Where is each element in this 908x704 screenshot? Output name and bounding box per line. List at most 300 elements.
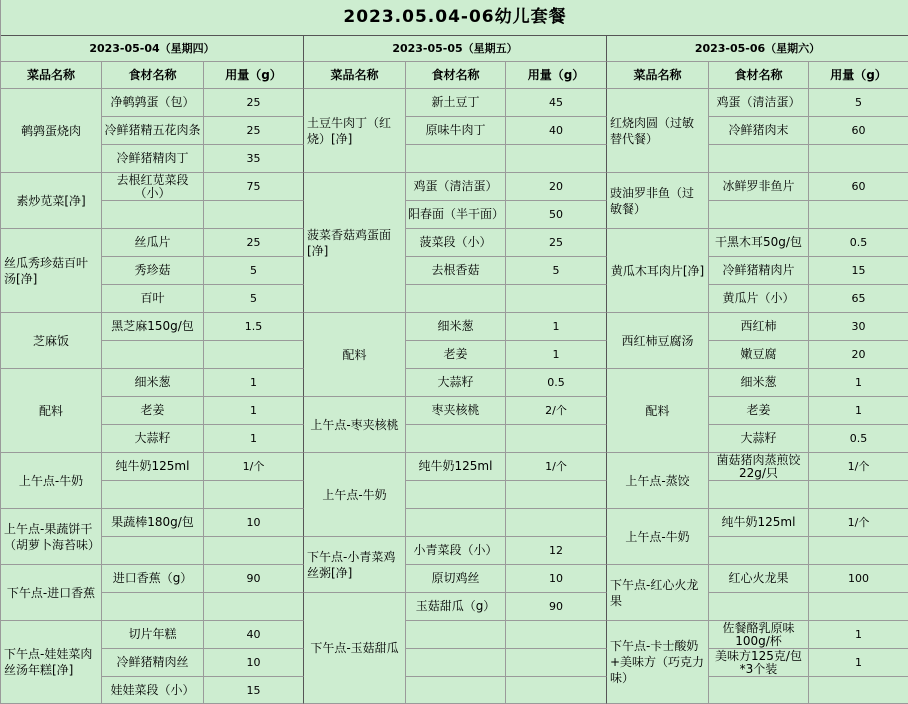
dish-name-cell xyxy=(304,397,406,453)
amount-cell xyxy=(204,369,304,397)
ingredient-cell xyxy=(102,677,204,704)
ingredient-cell xyxy=(709,481,809,509)
dish-name: 配料 xyxy=(645,403,670,418)
amount: 1 xyxy=(855,628,862,641)
ingredient: 冰鲜罗非鱼片 xyxy=(722,179,795,193)
amount: 100 xyxy=(848,572,869,585)
amount-cell xyxy=(809,425,908,453)
ingredient-cell xyxy=(102,313,204,341)
ingredient: 嫩豆腐 xyxy=(740,347,777,361)
amount: 25 xyxy=(246,124,261,137)
dish-name: 素炒苋菜[净] xyxy=(16,193,86,208)
amount: 15 xyxy=(851,264,866,277)
amount-cell xyxy=(506,397,607,425)
amount-cell xyxy=(204,201,304,229)
ingredient: 干黑木耳50g/包 xyxy=(715,235,802,249)
amount-cell xyxy=(809,285,908,313)
amount-cell xyxy=(204,649,304,677)
dish-name: 下午点-娃娃菜肉丝汤年糕[净] xyxy=(4,647,93,677)
ingredient: 细米葱 xyxy=(740,375,777,389)
ingredient-cell xyxy=(102,593,204,621)
amount: 45 xyxy=(549,96,563,109)
ingredient-cell xyxy=(406,173,506,201)
amount-cell xyxy=(809,537,908,565)
amount: 1/个 xyxy=(545,460,567,473)
amount: 25 xyxy=(246,96,261,109)
ingredient-cell xyxy=(102,537,204,565)
ingredient-cell xyxy=(709,341,809,369)
amount: 20 xyxy=(851,348,866,361)
amount: 20 xyxy=(549,180,563,193)
day-date-cell xyxy=(607,36,908,62)
ingredient: 秀珍菇 xyxy=(134,263,171,277)
dish-name: 黄瓜木耳肉片[净] xyxy=(610,263,705,278)
table-title-text: 2023.05.04-06幼儿套餐 xyxy=(343,7,567,27)
ingredient-cell xyxy=(709,621,809,649)
ingredient-cell xyxy=(709,593,809,621)
ingredient-cell xyxy=(406,257,506,285)
amount: 50 xyxy=(549,208,563,221)
amount-cell xyxy=(506,341,607,369)
amount: 60 xyxy=(851,180,866,193)
amount-cell xyxy=(506,649,607,677)
amount: 40 xyxy=(549,124,563,137)
amount: 5 xyxy=(250,292,257,305)
dish-name-cell xyxy=(1,621,102,704)
ingredient-cell xyxy=(406,397,506,425)
ingredient-cell xyxy=(709,425,809,453)
ingredient-cell xyxy=(406,89,506,117)
amount-cell xyxy=(506,313,607,341)
amount: 25 xyxy=(246,236,261,249)
ingredient-cell xyxy=(102,229,204,257)
ingredient-cell xyxy=(102,341,204,369)
amount-cell xyxy=(204,285,304,313)
amount-cell xyxy=(506,677,607,704)
column-header-ingredient: 食材名称 xyxy=(128,67,177,82)
ingredient-cell xyxy=(102,509,204,537)
ingredient: 老姜 xyxy=(140,403,165,417)
amount: 25 xyxy=(549,236,563,249)
dish-name: 配料 xyxy=(38,403,63,418)
ingredient-cell xyxy=(709,201,809,229)
amount-cell xyxy=(506,509,607,537)
dish-name: 上午点-蒸饺 xyxy=(625,473,690,488)
column-header-amount-cell xyxy=(809,62,908,89)
amount: 90 xyxy=(549,600,563,613)
ingredient-cell xyxy=(406,145,506,173)
amount-cell xyxy=(204,257,304,285)
amount-cell xyxy=(809,649,908,677)
amount: 10 xyxy=(246,656,261,669)
ingredient: 美味方125克/包*3个装 xyxy=(715,649,802,676)
ingredient-cell xyxy=(102,257,204,285)
ingredient: 鸡蛋（清洁蛋） xyxy=(716,95,801,109)
dish-name-cell xyxy=(607,313,709,369)
amount-cell xyxy=(809,145,908,173)
day-date: 2023-05-05（星期五） xyxy=(392,42,518,55)
dish-name: 上午点-牛奶 xyxy=(18,473,84,488)
column-header-ingredient: 食材名称 xyxy=(431,67,480,82)
dish-name: 上午点-牛奶 xyxy=(322,487,387,502)
amount-cell xyxy=(809,117,908,145)
column-header-ingredient: 食材名称 xyxy=(734,67,783,82)
dish-name-cell xyxy=(304,537,406,593)
amount-cell xyxy=(204,341,304,369)
dish-name: 下午点-进口香蕉 xyxy=(6,585,96,600)
amount: 1 xyxy=(552,320,560,333)
table-title xyxy=(1,0,908,36)
amount: 1/个 xyxy=(847,460,870,473)
amount-cell xyxy=(506,145,607,173)
ingredient-cell xyxy=(709,537,809,565)
ingredient-cell xyxy=(102,621,204,649)
ingredient: 纯牛奶125ml xyxy=(721,515,796,529)
ingredient-cell xyxy=(709,397,809,425)
amount: 1 xyxy=(855,404,862,417)
ingredient: 去根香菇 xyxy=(431,263,480,277)
ingredient: 枣夹核桃 xyxy=(431,403,480,417)
dish-name-cell xyxy=(607,621,709,704)
dish-name: 芝麻饭 xyxy=(32,333,69,348)
amount-cell xyxy=(809,481,908,509)
amount-cell xyxy=(809,621,908,649)
ingredient-cell xyxy=(406,677,506,704)
dish-name-cell xyxy=(607,229,709,313)
amount-cell xyxy=(809,397,908,425)
amount: 1 xyxy=(250,432,257,445)
amount: 90 xyxy=(246,572,261,585)
ingredient-cell xyxy=(406,117,506,145)
amount-cell xyxy=(204,593,304,621)
dish-name: 鹌鹑蛋烧肉 xyxy=(20,123,81,138)
ingredient-cell xyxy=(406,369,506,397)
dish-name-cell xyxy=(304,593,406,704)
amount-cell xyxy=(204,621,304,649)
ingredient-cell xyxy=(102,397,204,425)
dish-name-cell xyxy=(607,369,709,453)
ingredient: 原味牛肉丁 xyxy=(425,123,486,137)
ingredient-cell xyxy=(709,285,809,313)
dish-name-cell xyxy=(1,229,102,313)
amount-cell xyxy=(506,425,607,453)
ingredient-cell xyxy=(102,285,204,313)
amount-cell xyxy=(506,89,607,117)
amount-cell xyxy=(809,257,908,285)
column-header-dish: 菜品名称 xyxy=(26,67,75,82)
ingredient: 切片年糕 xyxy=(128,627,177,641)
dish-name: 豉油罗非鱼（过敏餐） xyxy=(610,185,695,216)
ingredient-cell xyxy=(406,537,506,565)
ingredient-cell xyxy=(406,509,506,537)
ingredient: 纯牛奶125ml xyxy=(115,459,190,473)
ingredient: 西红柿 xyxy=(740,319,777,333)
amount: 10 xyxy=(246,516,261,529)
ingredient-cell xyxy=(406,313,506,341)
day-date-cell xyxy=(1,36,304,62)
column-header-amount-cell xyxy=(506,62,607,89)
amount-cell xyxy=(506,369,607,397)
dish-name: 土豆牛肉丁（红烧）[净] xyxy=(307,115,392,146)
ingredient-cell xyxy=(709,257,809,285)
ingredient: 红心火龙果 xyxy=(728,571,789,585)
amount: 12 xyxy=(549,544,563,557)
dish-name-cell xyxy=(1,565,102,621)
amount-cell xyxy=(204,453,304,481)
amount: 1 xyxy=(855,656,862,669)
ingredient-cell xyxy=(406,201,506,229)
amount-cell xyxy=(809,201,908,229)
column-header-dish: 菜品名称 xyxy=(633,67,682,82)
dish-name-cell xyxy=(1,173,102,229)
ingredient: 细米葱 xyxy=(437,319,474,333)
amount: 30 xyxy=(851,320,866,333)
ingredient: 进口香蕉（g） xyxy=(112,571,193,585)
ingredient-cell xyxy=(406,341,506,369)
amount-cell xyxy=(809,173,908,201)
ingredient-cell xyxy=(102,89,204,117)
ingredient-cell xyxy=(709,229,809,257)
day-date: 2023-05-04（星期四） xyxy=(89,42,215,55)
dish-name-cell xyxy=(304,89,406,173)
amount-cell xyxy=(204,425,304,453)
amount: 65 xyxy=(851,292,866,305)
ingredient-cell xyxy=(406,425,506,453)
amount: 0.5 xyxy=(849,432,868,445)
amount-cell xyxy=(204,509,304,537)
dish-name-cell xyxy=(1,509,102,565)
ingredient-cell xyxy=(406,565,506,593)
amount-cell xyxy=(809,341,908,369)
column-header-amount: 用量（g） xyxy=(225,67,282,82)
dish-name-cell xyxy=(607,89,709,173)
amount-cell xyxy=(506,565,607,593)
ingredient: 细米葱 xyxy=(134,375,171,389)
dish-name: 下午点-卡士酸奶+美味方（巧克力味） xyxy=(610,639,705,685)
ingredient-cell xyxy=(709,117,809,145)
amount-cell xyxy=(204,173,304,201)
dish-name-cell xyxy=(607,509,709,565)
dish-name-cell xyxy=(304,173,406,313)
ingredient-cell xyxy=(102,201,204,229)
amount-cell xyxy=(204,677,304,704)
amount-cell xyxy=(204,537,304,565)
amount: 40 xyxy=(246,628,261,641)
ingredient-cell xyxy=(102,481,204,509)
amount: 1 xyxy=(250,376,257,389)
amount: 35 xyxy=(246,152,261,165)
dish-name-cell xyxy=(607,173,709,229)
dish-name: 上午点-果蔬饼干（胡萝卜海苔味） xyxy=(4,521,101,552)
amount-cell xyxy=(809,453,908,481)
amount-cell xyxy=(204,313,304,341)
ingredient-cell xyxy=(406,453,506,481)
ingredient-cell xyxy=(406,621,506,649)
ingredient: 百叶 xyxy=(140,291,165,305)
day-date-cell xyxy=(304,36,607,62)
column-header-dish-cell xyxy=(1,62,102,89)
ingredient: 娃娃菜段（小） xyxy=(110,682,195,697)
dish-name-cell xyxy=(1,313,102,369)
amount-cell xyxy=(204,481,304,509)
ingredient: 大蒜籽 xyxy=(437,375,474,389)
column-header-dish: 菜品名称 xyxy=(330,67,379,82)
ingredient: 菌菇猪肉蒸煎饺22g/只 xyxy=(716,453,801,480)
amount: 15 xyxy=(246,683,261,697)
amount: 2/个 xyxy=(545,404,567,417)
ingredient-cell xyxy=(102,173,204,201)
ingredient-cell xyxy=(102,565,204,593)
amount: 5 xyxy=(552,264,560,277)
ingredient-cell xyxy=(709,313,809,341)
dish-name-cell xyxy=(304,313,406,397)
column-header-amount: 用量（g） xyxy=(830,67,887,82)
ingredient: 老姜 xyxy=(746,403,771,417)
ingredient: 冷鲜猪精肉丝 xyxy=(116,655,189,669)
ingredient-cell xyxy=(102,117,204,145)
amount: 60 xyxy=(851,124,866,137)
dish-name-cell xyxy=(1,369,102,453)
amount: 5 xyxy=(250,264,257,277)
ingredient: 净鹌鹑蛋（包） xyxy=(110,95,195,109)
amount-cell xyxy=(506,593,607,621)
amount-cell xyxy=(809,677,908,704)
ingredient: 大蒜籽 xyxy=(134,431,171,445)
amount: 10 xyxy=(549,572,563,585)
dish-name: 下午点-小青菜鸡丝粥[净] xyxy=(307,549,396,580)
amount-cell xyxy=(809,509,908,537)
dish-name-cell xyxy=(607,453,709,509)
amount: 1 xyxy=(552,348,560,361)
amount-cell xyxy=(506,229,607,257)
ingredient: 老姜 xyxy=(443,347,468,361)
amount-cell xyxy=(506,173,607,201)
ingredient-cell xyxy=(709,565,809,593)
ingredient: 原切鸡丝 xyxy=(431,571,480,585)
amount-cell xyxy=(506,537,607,565)
ingredient-cell xyxy=(102,425,204,453)
amount-cell xyxy=(809,89,908,117)
amount-cell xyxy=(506,285,607,313)
ingredient-cell xyxy=(102,145,204,173)
amount-cell xyxy=(506,257,607,285)
day-date: 2023-05-06（星期六） xyxy=(694,42,821,55)
ingredient: 冷鲜猪肉末 xyxy=(728,123,789,137)
dish-name-cell xyxy=(304,453,406,537)
amount: 1/个 xyxy=(847,516,870,529)
ingredient: 冷鲜猪精肉片 xyxy=(722,263,795,277)
ingredient-cell xyxy=(406,285,506,313)
amount-cell xyxy=(809,313,908,341)
amount: 1 xyxy=(855,376,862,389)
ingredient-cell xyxy=(709,677,809,704)
amount: 5 xyxy=(855,96,862,109)
ingredient: 冷鲜猪精肉丁 xyxy=(116,151,189,165)
dish-name-cell xyxy=(1,453,102,509)
amount: 1.5 xyxy=(244,320,263,333)
dish-name-cell xyxy=(1,89,102,173)
ingredient: 鸡蛋（清洁蛋） xyxy=(413,179,498,193)
ingredient: 丝瓜片 xyxy=(134,235,171,249)
ingredient: 新土豆丁 xyxy=(431,95,480,109)
amount: 0.5 xyxy=(849,236,868,249)
dish-name: 菠菜香菇鸡蛋面[净] xyxy=(307,227,392,258)
ingredient: 佐餐酪乳原味100g/杯 xyxy=(722,621,795,648)
ingredient: 菠菜段（小） xyxy=(419,235,492,249)
ingredient-cell xyxy=(406,229,506,257)
amount: 75 xyxy=(246,180,261,193)
column-header-ingredient-cell xyxy=(406,62,506,89)
amount-cell xyxy=(809,593,908,621)
dish-name: 下午点-玉菇甜瓜 xyxy=(310,641,399,655)
amount-cell xyxy=(204,229,304,257)
amount-cell xyxy=(204,145,304,173)
amount-cell xyxy=(809,369,908,397)
ingredient-cell xyxy=(709,89,809,117)
dish-name: 红烧肉圆（过敏替代餐） xyxy=(610,115,695,146)
ingredient: 黑芝麻150g/包 xyxy=(111,319,194,333)
amount-cell xyxy=(506,453,607,481)
amount-cell xyxy=(809,565,908,593)
ingredient-cell xyxy=(406,593,506,621)
column-header-amount-cell xyxy=(204,62,304,89)
amount: 1 xyxy=(250,404,257,417)
amount-cell xyxy=(204,117,304,145)
dish-name: 上午点-枣夹核桃 xyxy=(310,417,399,432)
ingredient: 果蔬棒180g/包 xyxy=(111,515,194,529)
ingredient-cell xyxy=(102,649,204,677)
amount-cell xyxy=(204,565,304,593)
amount-cell xyxy=(506,621,607,649)
ingredient-cell xyxy=(709,145,809,173)
ingredient: 冷鲜猪精五花肉条 xyxy=(104,123,201,137)
amount-cell xyxy=(204,89,304,117)
ingredient-cell xyxy=(709,453,809,481)
ingredient-cell xyxy=(709,649,809,677)
amount-cell xyxy=(506,117,607,145)
dish-name: 丝瓜秀珍菇百叶汤[净] xyxy=(4,255,89,286)
amount-cell xyxy=(204,397,304,425)
ingredient: 阳春面（半干面） xyxy=(408,207,505,221)
column-header-ingredient-cell xyxy=(709,62,809,89)
ingredient: 黄瓜片（小） xyxy=(722,291,795,305)
ingredient-cell xyxy=(406,649,506,677)
ingredient: 纯牛奶125ml xyxy=(418,459,493,473)
amount-cell xyxy=(506,481,607,509)
amount-cell xyxy=(809,229,908,257)
dish-name: 上午点-牛奶 xyxy=(625,529,690,544)
ingredient-cell xyxy=(709,509,809,537)
column-header-dish-cell xyxy=(304,62,406,89)
dish-name: 西红柿豆腐汤 xyxy=(621,333,694,348)
ingredient: 大蒜籽 xyxy=(740,431,777,445)
column-header-amount: 用量（g） xyxy=(527,67,585,82)
ingredient-cell xyxy=(709,369,809,397)
amount: 0.5 xyxy=(547,376,565,389)
amount: 1/个 xyxy=(242,460,265,473)
dish-name: 配料 xyxy=(342,347,367,362)
ingredient: 玉菇甜瓜（g） xyxy=(415,599,496,613)
ingredient-cell xyxy=(709,173,809,201)
dish-name-cell xyxy=(607,565,709,621)
ingredient-cell xyxy=(102,369,204,397)
ingredient-cell xyxy=(102,453,204,481)
ingredient: 去根红苋菜段（小） xyxy=(116,173,189,200)
ingredient-cell xyxy=(406,481,506,509)
column-header-ingredient-cell xyxy=(102,62,204,89)
ingredient: 小青菜段（小） xyxy=(413,543,498,557)
amount-cell xyxy=(506,201,607,229)
